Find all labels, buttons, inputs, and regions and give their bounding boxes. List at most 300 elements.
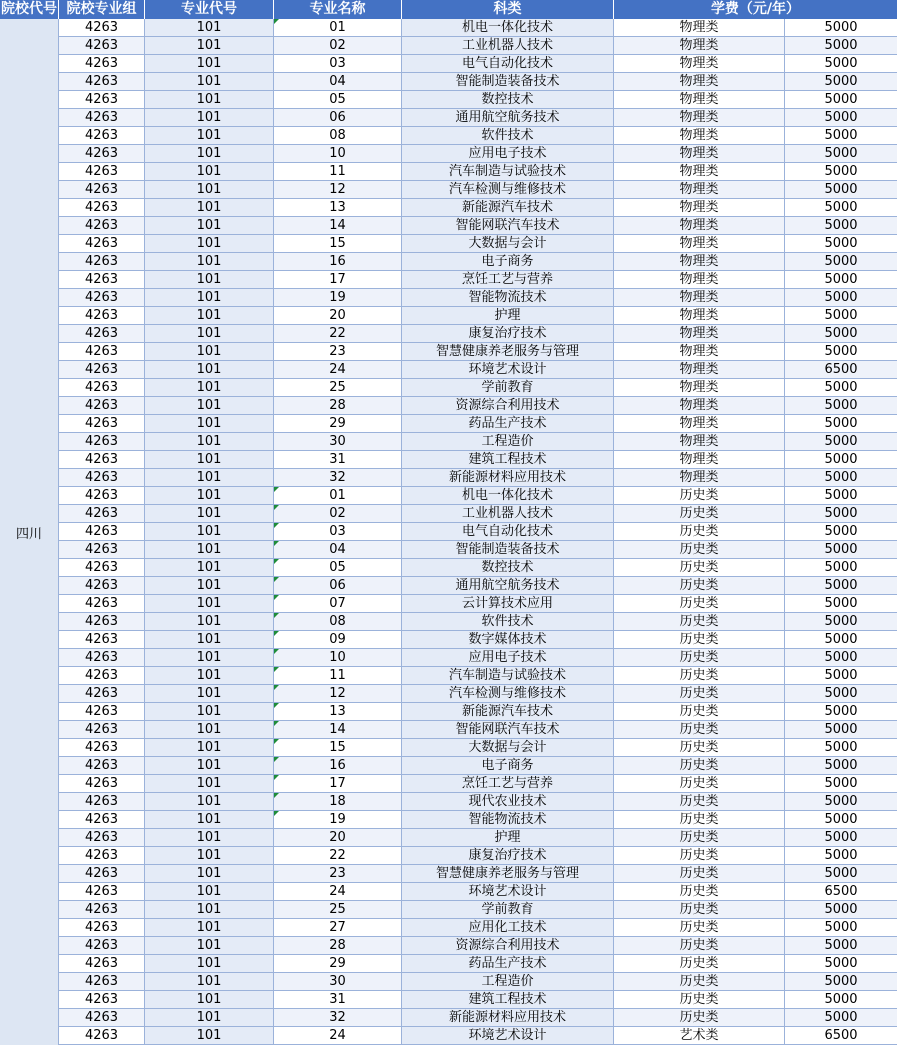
category-cell[interactable]: [614, 703, 785, 721]
major-code-cell[interactable]: [274, 451, 402, 469]
tuition-cell[interactable]: [785, 253, 897, 271]
major-code-cell[interactable]: [274, 937, 402, 955]
major-group-cell[interactable]: [145, 451, 274, 469]
tuition-cell[interactable]: [785, 793, 897, 811]
major-name-cell[interactable]: [402, 919, 614, 937]
major-name-cell[interactable]: [402, 1027, 614, 1045]
tuition-cell[interactable]: [785, 379, 897, 397]
major-code-cell[interactable]: [274, 109, 402, 127]
major-name-cell[interactable]: [402, 523, 614, 541]
tuition-cell[interactable]: [785, 811, 897, 829]
major-name-cell[interactable]: [402, 343, 614, 361]
school-code-cell[interactable]: [59, 865, 145, 883]
major-code-cell[interactable]: [274, 991, 402, 1009]
category-cell[interactable]: [614, 145, 785, 163]
major-group-cell[interactable]: [145, 127, 274, 145]
school-code-cell[interactable]: [59, 361, 145, 379]
category-cell[interactable]: [614, 181, 785, 199]
major-code-cell[interactable]: [274, 757, 402, 775]
major-name-cell[interactable]: [402, 901, 614, 919]
major-name-cell[interactable]: [402, 487, 614, 505]
school-code-cell[interactable]: [59, 109, 145, 127]
tuition-cell[interactable]: [785, 343, 897, 361]
school-code-cell[interactable]: [59, 1027, 145, 1045]
major-name-cell[interactable]: [402, 469, 614, 487]
major-code-cell[interactable]: [274, 631, 402, 649]
major-code-cell[interactable]: [274, 649, 402, 667]
major-name-cell[interactable]: [402, 883, 614, 901]
school-code-cell[interactable]: [59, 613, 145, 631]
major-code-cell[interactable]: [274, 55, 402, 73]
tuition-cell[interactable]: [785, 181, 897, 199]
major-group-cell[interactable]: [145, 145, 274, 163]
header-category[interactable]: 科类: [402, 0, 614, 19]
category-cell[interactable]: [614, 307, 785, 325]
major-group-cell[interactable]: [145, 271, 274, 289]
major-code-cell[interactable]: [274, 271, 402, 289]
major-name-cell[interactable]: [402, 217, 614, 235]
major-group-cell[interactable]: [145, 73, 274, 91]
category-cell[interactable]: [614, 577, 785, 595]
school-code-cell[interactable]: [59, 433, 145, 451]
tuition-cell[interactable]: [785, 1009, 897, 1027]
major-name-cell[interactable]: [402, 73, 614, 91]
major-name-cell[interactable]: [402, 163, 614, 181]
major-code-cell[interactable]: [274, 667, 402, 685]
tuition-cell[interactable]: [785, 361, 897, 379]
major-code-cell[interactable]: [274, 865, 402, 883]
school-code-cell[interactable]: [59, 307, 145, 325]
major-code-cell[interactable]: [274, 253, 402, 271]
major-code-cell[interactable]: [274, 541, 402, 559]
major-group-cell[interactable]: [145, 991, 274, 1009]
major-group-cell[interactable]: [145, 937, 274, 955]
tuition-cell[interactable]: [785, 487, 897, 505]
major-name-cell[interactable]: [402, 199, 614, 217]
category-cell[interactable]: [614, 271, 785, 289]
major-group-cell[interactable]: [145, 901, 274, 919]
school-code-cell[interactable]: [59, 145, 145, 163]
category-cell[interactable]: [614, 991, 785, 1009]
major-code-cell[interactable]: [274, 415, 402, 433]
major-group-cell[interactable]: [145, 289, 274, 307]
school-code-cell[interactable]: [59, 739, 145, 757]
major-group-cell[interactable]: [145, 577, 274, 595]
tuition-cell[interactable]: [785, 523, 897, 541]
major-name-cell[interactable]: [402, 37, 614, 55]
school-code-cell[interactable]: [59, 487, 145, 505]
school-code-cell[interactable]: [59, 73, 145, 91]
tuition-cell[interactable]: [785, 91, 897, 109]
major-code-cell[interactable]: [274, 163, 402, 181]
tuition-cell[interactable]: [785, 307, 897, 325]
category-cell[interactable]: [614, 451, 785, 469]
tuition-cell[interactable]: [785, 451, 897, 469]
school-code-cell[interactable]: [59, 451, 145, 469]
major-group-cell[interactable]: [145, 883, 274, 901]
major-code-cell[interactable]: [274, 901, 402, 919]
major-name-cell[interactable]: [402, 91, 614, 109]
major-code-cell[interactable]: [274, 487, 402, 505]
school-code-cell[interactable]: [59, 883, 145, 901]
school-code-cell[interactable]: [59, 721, 145, 739]
major-group-cell[interactable]: [145, 415, 274, 433]
school-code-cell[interactable]: [59, 1009, 145, 1027]
province-cell[interactable]: 四川: [0, 19, 59, 1045]
major-group-cell[interactable]: [145, 19, 274, 37]
major-group-cell[interactable]: [145, 397, 274, 415]
school-code-cell[interactable]: [59, 847, 145, 865]
major-group-cell[interactable]: [145, 325, 274, 343]
tuition-cell[interactable]: [785, 901, 897, 919]
category-cell[interactable]: [614, 883, 785, 901]
major-code-cell[interactable]: [274, 343, 402, 361]
tuition-cell[interactable]: [785, 595, 897, 613]
major-code-cell[interactable]: [274, 685, 402, 703]
major-group-cell[interactable]: [145, 685, 274, 703]
tuition-cell[interactable]: [785, 847, 897, 865]
major-group-cell[interactable]: [145, 433, 274, 451]
major-name-cell[interactable]: [402, 847, 614, 865]
school-code-cell[interactable]: [59, 703, 145, 721]
category-cell[interactable]: [614, 37, 785, 55]
major-name-cell[interactable]: [402, 379, 614, 397]
major-name-cell[interactable]: [402, 937, 614, 955]
tuition-cell[interactable]: [785, 271, 897, 289]
school-code-cell[interactable]: [59, 919, 145, 937]
tuition-cell[interactable]: [785, 613, 897, 631]
major-name-cell[interactable]: [402, 973, 614, 991]
school-code-cell[interactable]: [59, 505, 145, 523]
major-code-cell[interactable]: [274, 847, 402, 865]
school-code-cell[interactable]: [59, 397, 145, 415]
major-code-cell[interactable]: [274, 469, 402, 487]
major-code-cell[interactable]: [274, 613, 402, 631]
major-group-cell[interactable]: [145, 109, 274, 127]
school-code-cell[interactable]: [59, 901, 145, 919]
major-name-cell[interactable]: [402, 865, 614, 883]
major-code-cell[interactable]: [274, 397, 402, 415]
school-code-cell[interactable]: [59, 163, 145, 181]
tuition-cell[interactable]: [785, 577, 897, 595]
major-group-cell[interactable]: [145, 91, 274, 109]
header-tuition[interactable]: 学费（元/年）: [710, 1, 801, 17]
major-name-cell[interactable]: [402, 631, 614, 649]
school-code-cell[interactable]: [59, 181, 145, 199]
major-group-cell[interactable]: [145, 55, 274, 73]
major-code-cell[interactable]: [274, 235, 402, 253]
school-code-cell[interactable]: [59, 559, 145, 577]
category-cell[interactable]: [614, 757, 785, 775]
major-group-cell[interactable]: [145, 865, 274, 883]
major-name-cell[interactable]: [402, 127, 614, 145]
major-group-cell[interactable]: [145, 523, 274, 541]
major-name-cell[interactable]: [402, 235, 614, 253]
category-cell[interactable]: [614, 775, 785, 793]
major-code-cell[interactable]: [274, 973, 402, 991]
tuition-cell[interactable]: [785, 145, 897, 163]
tuition-cell[interactable]: [785, 505, 897, 523]
school-code-cell[interactable]: [59, 829, 145, 847]
major-group-cell[interactable]: [145, 559, 274, 577]
major-code-cell[interactable]: [274, 793, 402, 811]
category-cell[interactable]: [614, 415, 785, 433]
major-code-cell[interactable]: [274, 775, 402, 793]
category-cell[interactable]: [614, 325, 785, 343]
category-cell[interactable]: [614, 235, 785, 253]
category-cell[interactable]: [614, 649, 785, 667]
major-name-cell[interactable]: [402, 595, 614, 613]
school-code-cell[interactable]: [59, 91, 145, 109]
major-name-cell[interactable]: [402, 829, 614, 847]
major-name-cell[interactable]: [402, 811, 614, 829]
major-name-cell[interactable]: [402, 703, 614, 721]
category-cell[interactable]: [614, 19, 785, 37]
header-major-group[interactable]: 院校专业组: [59, 0, 145, 19]
major-group-cell[interactable]: [145, 793, 274, 811]
major-code-cell[interactable]: [274, 595, 402, 613]
major-group-cell[interactable]: [145, 847, 274, 865]
header-major-code[interactable]: 专业代号: [145, 0, 274, 19]
tuition-cell[interactable]: [785, 775, 897, 793]
category-cell[interactable]: [614, 361, 785, 379]
major-code-cell[interactable]: [274, 919, 402, 937]
tuition-cell[interactable]: [785, 217, 897, 235]
tuition-cell[interactable]: [785, 289, 897, 307]
major-name-cell[interactable]: [402, 253, 614, 271]
category-cell[interactable]: [614, 937, 785, 955]
school-code-cell[interactable]: [59, 289, 145, 307]
major-code-cell[interactable]: [274, 307, 402, 325]
category-cell[interactable]: [614, 487, 785, 505]
major-code-cell[interactable]: [274, 577, 402, 595]
school-code-cell[interactable]: [59, 649, 145, 667]
tuition-cell[interactable]: [785, 73, 897, 91]
major-name-cell[interactable]: [402, 397, 614, 415]
major-code-cell[interactable]: [274, 883, 402, 901]
category-cell[interactable]: [614, 901, 785, 919]
major-group-cell[interactable]: [145, 379, 274, 397]
major-code-cell[interactable]: [274, 325, 402, 343]
category-cell[interactable]: [614, 55, 785, 73]
major-group-cell[interactable]: [145, 775, 274, 793]
major-name-cell[interactable]: [402, 955, 614, 973]
major-name-cell[interactable]: [402, 307, 614, 325]
school-code-cell[interactable]: [59, 127, 145, 145]
category-cell[interactable]: [614, 739, 785, 757]
major-name-cell[interactable]: [402, 433, 614, 451]
major-group-cell[interactable]: [145, 37, 274, 55]
major-group-cell[interactable]: [145, 595, 274, 613]
major-name-cell[interactable]: [402, 991, 614, 1009]
category-cell[interactable]: [614, 613, 785, 631]
category-cell[interactable]: [614, 73, 785, 91]
category-cell[interactable]: [614, 829, 785, 847]
school-code-cell[interactable]: [59, 253, 145, 271]
major-name-cell[interactable]: [402, 19, 614, 37]
tuition-cell[interactable]: [785, 559, 897, 577]
major-code-cell[interactable]: [274, 739, 402, 757]
school-code-cell[interactable]: [59, 217, 145, 235]
tuition-cell[interactable]: [785, 1027, 897, 1045]
major-code-cell[interactable]: [274, 559, 402, 577]
category-cell[interactable]: [614, 559, 785, 577]
category-cell[interactable]: [614, 811, 785, 829]
category-cell[interactable]: [614, 505, 785, 523]
major-name-cell[interactable]: [402, 793, 614, 811]
category-cell[interactable]: [614, 955, 785, 973]
school-code-cell[interactable]: [59, 991, 145, 1009]
major-name-cell[interactable]: [402, 451, 614, 469]
major-group-cell[interactable]: [145, 955, 274, 973]
major-code-cell[interactable]: [274, 1027, 402, 1045]
major-code-cell[interactable]: [274, 37, 402, 55]
major-group-cell[interactable]: [145, 1009, 274, 1027]
tuition-cell[interactable]: [785, 865, 897, 883]
school-code-cell[interactable]: [59, 793, 145, 811]
major-code-cell[interactable]: [274, 91, 402, 109]
category-cell[interactable]: [614, 793, 785, 811]
school-code-cell[interactable]: [59, 685, 145, 703]
category-cell[interactable]: [614, 973, 785, 991]
major-group-cell[interactable]: [145, 253, 274, 271]
school-code-cell[interactable]: [59, 775, 145, 793]
major-group-cell[interactable]: [145, 649, 274, 667]
major-group-cell[interactable]: [145, 469, 274, 487]
category-cell[interactable]: [614, 721, 785, 739]
major-name-cell[interactable]: [402, 109, 614, 127]
category-cell[interactable]: [614, 469, 785, 487]
major-code-cell[interactable]: [274, 829, 402, 847]
tuition-cell[interactable]: [785, 919, 897, 937]
major-name-cell[interactable]: [402, 325, 614, 343]
tuition-cell[interactable]: [785, 973, 897, 991]
tuition-cell[interactable]: [785, 397, 897, 415]
major-group-cell[interactable]: [145, 919, 274, 937]
major-code-cell[interactable]: [274, 289, 402, 307]
category-cell[interactable]: [614, 523, 785, 541]
tuition-cell[interactable]: [785, 469, 897, 487]
major-group-cell[interactable]: [145, 307, 274, 325]
major-group-cell[interactable]: [145, 811, 274, 829]
category-cell[interactable]: [614, 163, 785, 181]
school-code-cell[interactable]: [59, 595, 145, 613]
school-code-cell[interactable]: [59, 811, 145, 829]
major-name-cell[interactable]: [402, 361, 614, 379]
major-group-cell[interactable]: [145, 667, 274, 685]
major-name-cell[interactable]: [402, 577, 614, 595]
major-name-cell[interactable]: [402, 55, 614, 73]
major-group-cell[interactable]: [145, 541, 274, 559]
major-name-cell[interactable]: [402, 613, 614, 631]
major-name-cell[interactable]: [402, 289, 614, 307]
school-code-cell[interactable]: [59, 55, 145, 73]
major-code-cell[interactable]: [274, 703, 402, 721]
major-code-cell[interactable]: [274, 721, 402, 739]
category-cell[interactable]: [614, 631, 785, 649]
major-code-cell[interactable]: [274, 1009, 402, 1027]
major-group-cell[interactable]: [145, 361, 274, 379]
major-group-cell[interactable]: [145, 631, 274, 649]
major-name-cell[interactable]: [402, 739, 614, 757]
major-name-cell[interactable]: [402, 685, 614, 703]
school-code-cell[interactable]: [59, 937, 145, 955]
tuition-cell[interactable]: [785, 757, 897, 775]
tuition-cell[interactable]: [785, 19, 897, 37]
school-code-cell[interactable]: [59, 631, 145, 649]
major-name-cell[interactable]: [402, 181, 614, 199]
major-group-cell[interactable]: [145, 181, 274, 199]
category-cell[interactable]: [614, 397, 785, 415]
tuition-cell[interactable]: [785, 235, 897, 253]
major-code-cell[interactable]: [274, 145, 402, 163]
tuition-cell[interactable]: [785, 955, 897, 973]
major-name-cell[interactable]: [402, 1009, 614, 1027]
major-group-cell[interactable]: [145, 1027, 274, 1045]
category-cell[interactable]: [614, 1027, 785, 1045]
major-code-cell[interactable]: [274, 199, 402, 217]
major-name-cell[interactable]: [402, 667, 614, 685]
school-code-cell[interactable]: [59, 757, 145, 775]
school-code-cell[interactable]: [59, 343, 145, 361]
category-cell[interactable]: [614, 127, 785, 145]
major-name-cell[interactable]: [402, 145, 614, 163]
major-group-cell[interactable]: [145, 973, 274, 991]
tuition-cell[interactable]: [785, 667, 897, 685]
major-group-cell[interactable]: [145, 199, 274, 217]
school-code-cell[interactable]: [59, 199, 145, 217]
major-group-cell[interactable]: [145, 721, 274, 739]
tuition-cell[interactable]: [785, 163, 897, 181]
major-code-cell[interactable]: [274, 361, 402, 379]
tuition-cell[interactable]: [785, 703, 897, 721]
major-name-cell[interactable]: [402, 721, 614, 739]
category-cell[interactable]: [614, 541, 785, 559]
school-code-cell[interactable]: [59, 415, 145, 433]
major-name-cell[interactable]: [402, 541, 614, 559]
tuition-cell[interactable]: [785, 325, 897, 343]
major-group-cell[interactable]: [145, 757, 274, 775]
tuition-cell[interactable]: [785, 127, 897, 145]
major-group-cell[interactable]: [145, 217, 274, 235]
school-code-cell[interactable]: [59, 973, 145, 991]
major-group-cell[interactable]: [145, 829, 274, 847]
major-group-cell[interactable]: [145, 163, 274, 181]
category-cell[interactable]: [614, 1009, 785, 1027]
tuition-cell[interactable]: [785, 199, 897, 217]
tuition-cell[interactable]: [785, 631, 897, 649]
major-group-cell[interactable]: [145, 235, 274, 253]
major-code-cell[interactable]: [274, 19, 402, 37]
major-group-cell[interactable]: [145, 487, 274, 505]
major-name-cell[interactable]: [402, 757, 614, 775]
category-cell[interactable]: [614, 865, 785, 883]
tuition-cell[interactable]: [785, 541, 897, 559]
major-code-cell[interactable]: [274, 217, 402, 235]
major-name-cell[interactable]: [402, 271, 614, 289]
category-cell[interactable]: [614, 289, 785, 307]
category-cell[interactable]: [614, 685, 785, 703]
tuition-cell[interactable]: [785, 433, 897, 451]
category-cell[interactable]: [614, 667, 785, 685]
tuition-cell[interactable]: [785, 649, 897, 667]
major-code-cell[interactable]: [274, 523, 402, 541]
major-code-cell[interactable]: [274, 433, 402, 451]
tuition-cell[interactable]: [785, 721, 897, 739]
major-code-cell[interactable]: [274, 181, 402, 199]
major-name-cell[interactable]: [402, 649, 614, 667]
tuition-cell[interactable]: [785, 415, 897, 433]
